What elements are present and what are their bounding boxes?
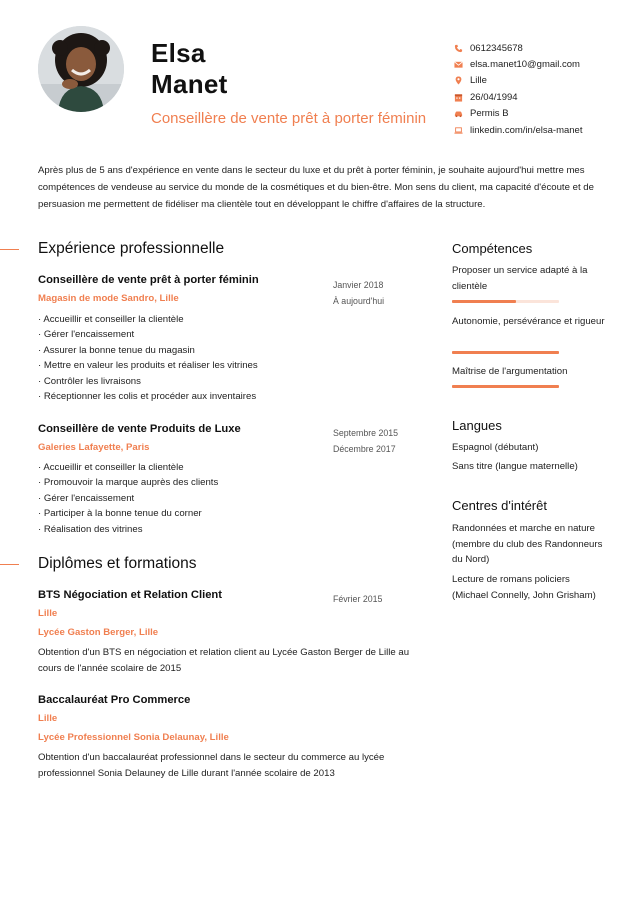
skill-2-level-fill (452, 351, 559, 354)
profile-summary: Après plus de 5 ans d'expérience en vente dans le secteur du luxe et du prêt à porter féminin, je souhaite aujourd'hui mettre mes compétences de vendeuse au service du monde de la cosmétiques et du bien-être. Mon sens du client, ma capacité d'écoute et de persuasion me permettent de fidéliser ma clientèle tout en développant le chiffre d'affaires de la structure. (38, 165, 594, 210)
language-2: Sans titre (langue maternelle) (452, 461, 578, 472)
education-1-city: Lille (38, 608, 58, 619)
list-item: · Gérer l'encaissement (38, 491, 218, 506)
skill-2-label: Autonomie, persévérance et rigueur (452, 316, 605, 327)
contact-phone[interactable] (453, 40, 638, 56)
skill-1-level-fill (452, 300, 516, 303)
calendar-icon (453, 92, 463, 102)
experience-2-company: Galeries Lafayette, Paris (38, 442, 150, 453)
experience-1-company: Magasin de mode Sandro, Lille (38, 293, 179, 304)
interest-2: Lecture de romans policiers (Michael Connelly, John Grisham) (452, 574, 596, 601)
last-name: Manet (151, 69, 228, 99)
contact-linkedin[interactable] (453, 122, 638, 138)
list-item: · Assurer la bonne tenue du magasin (38, 343, 258, 358)
education-1-date: Février 2015 (333, 594, 383, 604)
education-section-title: Diplômes et formations (38, 555, 197, 572)
list-item: · Gérer l'encaissement (38, 327, 258, 342)
education-1-description: Obtention d'un BTS en négociation et relation client au Lycée Gaston Berger de Lille au cours de l'année scolaire de 2015 (38, 647, 410, 674)
list-item: · Mettre en valeur les produits et réaliser les vitrines (38, 358, 258, 373)
job-title: Conseillère de vente prêt à porter féminin (151, 110, 427, 127)
contact-license-text: Permis B (470, 108, 509, 120)
phone-icon (453, 43, 463, 53)
car-icon (453, 109, 463, 119)
experience-1-end-date: À aujourd'hui (333, 296, 385, 306)
education-2-title: Baccalauréat Pro Commerce (38, 694, 191, 706)
skill-1-level-bar (452, 300, 559, 303)
contact-email-text: elsa.manet10@gmail.com (470, 59, 580, 71)
contact-phone-text: 0612345678 (470, 42, 523, 54)
list-item: · Réalisation des vitrines (38, 522, 218, 537)
experience-1-dates (333, 277, 384, 309)
experience-2-start-date: Septembre 2015 (333, 428, 399, 438)
skill-2-level-bar (452, 351, 559, 354)
email-icon (453, 60, 463, 70)
skills-section-title: Compétences (452, 241, 533, 256)
experience-section-title: Expérience professionnelle (38, 240, 225, 257)
education-2-description: Obtention d'un baccalauréat professionnel dans le secteur du commerce au lycée professionnel Sonia Delauney de Lille durant l'année scolaire de 2013 (38, 752, 385, 779)
contact-linkedin-text: linkedin.com/in/elsa-manet (470, 124, 583, 136)
list-item: · Contrôler les livraisons (38, 374, 258, 389)
list-item: · Réceptionner les colis et procéder aux inventaires (38, 389, 258, 404)
experience-2-dates (333, 425, 398, 457)
full-name (151, 38, 228, 100)
interest-1: Randonnées et marche en nature (membre du club des Randonneurs du Nord) (452, 523, 603, 565)
skill-3-level-bar (452, 385, 559, 388)
contact-list (453, 40, 638, 138)
experience-1-start-date: Janvier 2018 (333, 280, 384, 290)
location-pin-icon (453, 76, 463, 86)
language-1: Espagnol (débutant) (452, 442, 539, 453)
interests-section-title: Centres d'intérêt (452, 498, 547, 513)
list-item: · Accueillir et conseiller la clientèle (38, 460, 218, 475)
contact-birthdate (453, 89, 638, 105)
first-name: Elsa (151, 38, 206, 68)
skill-3-label: Maîtrise de l'argumentation (452, 366, 568, 377)
education-2-school: Lycée Professionnel Sonia Delaunay, Lille (38, 732, 229, 743)
experience-2-title: Conseillère de vente Produits de Luxe (38, 423, 241, 435)
languages-section-title: Langues (452, 418, 502, 433)
education-2-city: Lille (38, 713, 58, 724)
experience-1-title: Conseillère de vente prêt à porter féminin (38, 274, 259, 286)
skill-1-label: Proposer un service adapté à la clientèle (452, 265, 588, 292)
contact-city (453, 73, 638, 89)
list-item: · Promouvoir la marque auprès des clients (38, 475, 218, 490)
section-accent-line (0, 249, 19, 250)
contact-birthdate-text: 26/04/1994 (470, 91, 518, 103)
section-accent-line (0, 564, 19, 565)
skill-3-level-fill (452, 385, 559, 388)
contact-city-text: Lille (470, 75, 487, 87)
experience-2-end-date: Décembre 2017 (333, 444, 396, 454)
contact-email[interactable] (453, 56, 638, 72)
experience-2-tasks (38, 460, 218, 537)
list-item: · Accueillir et conseiller la clientèle (38, 312, 258, 327)
contact-license (453, 106, 638, 122)
experience-1-tasks (38, 312, 258, 404)
profile-photo (38, 26, 124, 112)
laptop-icon (453, 125, 463, 135)
education-1-school: Lycée Gaston Berger, Lille (38, 627, 159, 638)
list-item: · Participer à la bonne tenue du corner (38, 506, 218, 521)
education-1-title: BTS Négociation et Relation Client (38, 589, 222, 601)
